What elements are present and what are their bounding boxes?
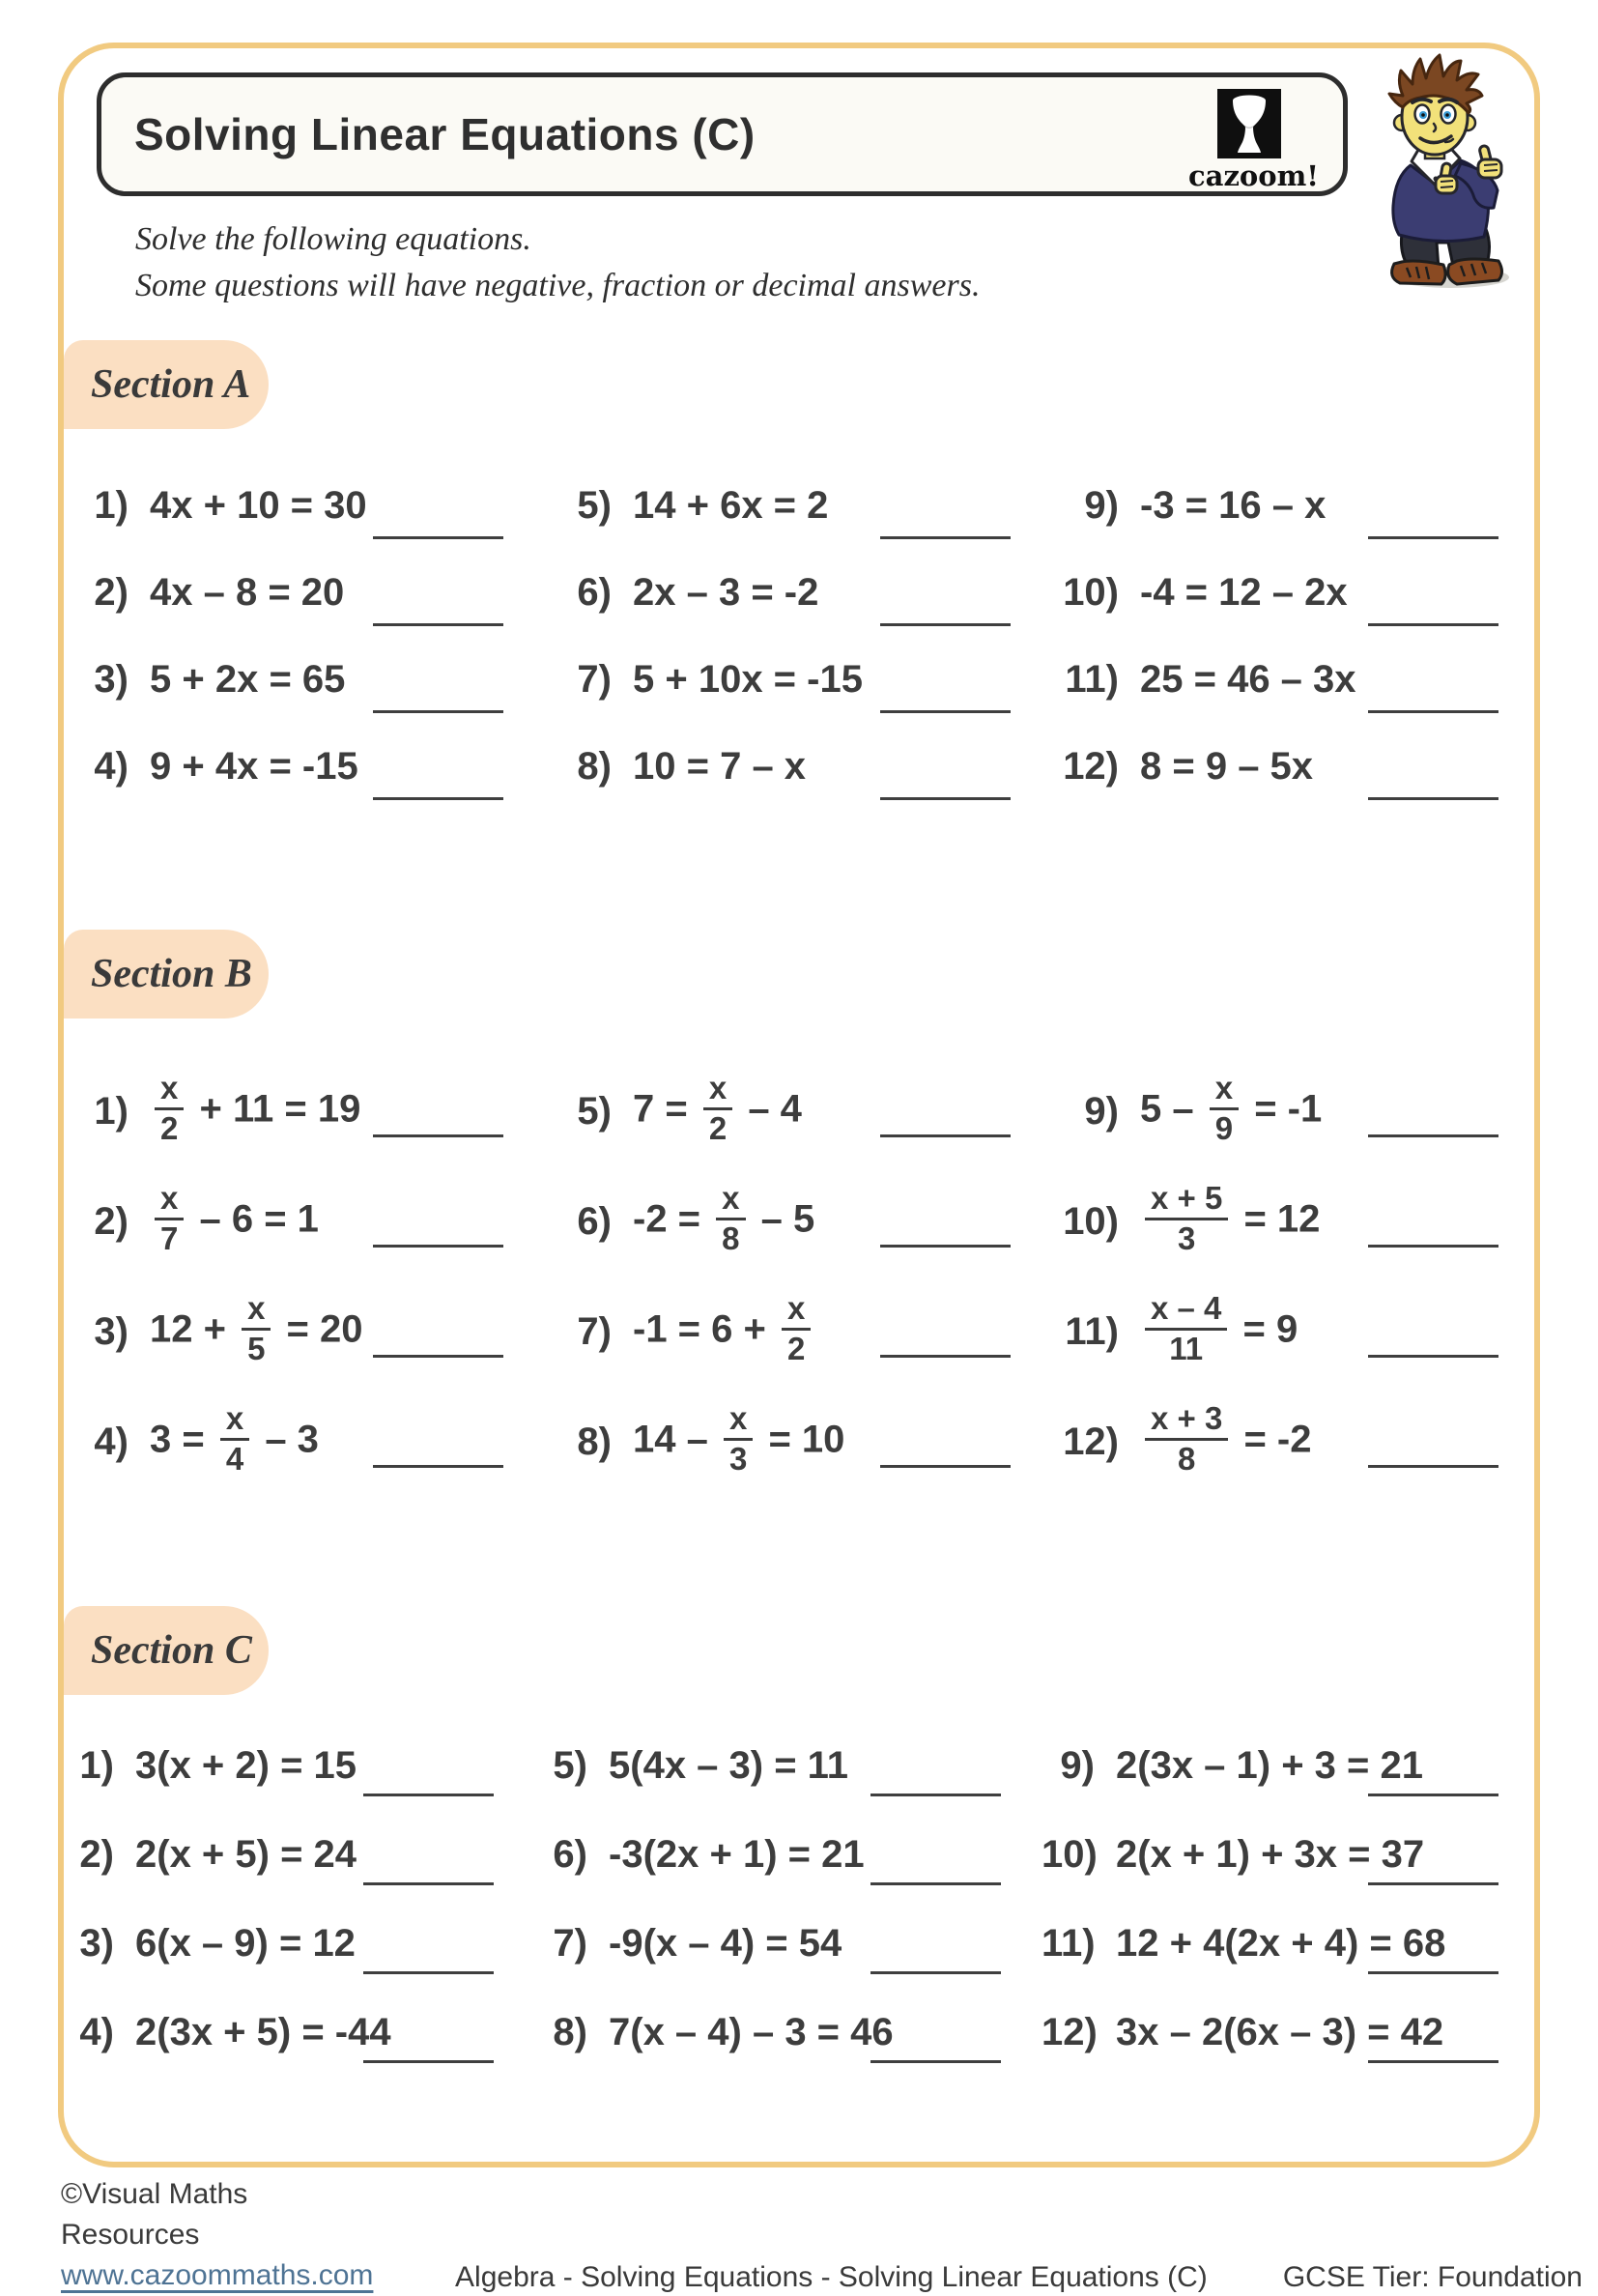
question-number: 1) <box>79 1743 114 1787</box>
question-number: 2) <box>79 1832 114 1876</box>
equation <box>150 745 358 789</box>
question <box>544 1166 1051 1277</box>
question-number: 7) <box>577 1309 612 1353</box>
answer-blank <box>373 1245 503 1248</box>
equation-text: 2(3x – 1) + 3 = 21 <box>1116 1743 1424 1787</box>
question-number: 12) <box>1063 744 1119 788</box>
answer-blank <box>363 1882 494 1885</box>
answer-blank <box>880 710 1011 713</box>
question <box>1051 636 1539 723</box>
question <box>61 636 544 723</box>
answer-blank <box>880 797 1011 800</box>
equation <box>150 1400 319 1478</box>
equation-text: 7(x – 4) – 3 = 46 <box>609 2010 894 2053</box>
fraction <box>1210 1072 1239 1145</box>
question <box>1042 1810 1539 1899</box>
equation <box>609 1922 842 1966</box>
question-number: 12) <box>1042 2010 1098 2053</box>
equation <box>1140 745 1313 789</box>
fraction-numerator: x <box>160 1070 179 1106</box>
fraction <box>1145 1292 1227 1365</box>
fraction-numerator: x <box>1214 1070 1234 1106</box>
fraction-numerator: x – 4 <box>1151 1290 1222 1327</box>
section-a-label: Section A <box>64 340 269 429</box>
website-link[interactable]: www.cazoommaths.com <box>61 2259 374 2291</box>
equation <box>1140 1180 1321 1258</box>
answer-blank <box>363 1971 494 1974</box>
equation-text: 2(x + 5) = 24 <box>135 1832 357 1876</box>
question <box>1051 462 1539 549</box>
answer-blank <box>870 1971 1001 1974</box>
question-number: 8) <box>577 1420 612 1463</box>
fraction-denominator: 3 <box>724 1438 753 1476</box>
equation-text: 3(x + 2) = 15 <box>135 1743 357 1787</box>
equation-text: 12 + 4(2x + 4) = 68 <box>1116 1921 1446 1965</box>
question-number: 11) <box>1065 657 1119 701</box>
fraction-denominator: 2 <box>155 1107 184 1145</box>
equation-text: 3x – 2(6x – 3) = 42 <box>1116 2010 1444 2053</box>
equation <box>1116 1833 1424 1877</box>
question-number: 5) <box>553 1743 587 1787</box>
equation-text: = 10 <box>757 1418 845 1461</box>
answer-blank <box>1368 623 1498 626</box>
equation-text: 25 = 46 – 3x <box>1140 657 1356 701</box>
question <box>1051 1166 1539 1277</box>
question-number: 11) <box>1042 1921 1096 1965</box>
fraction-numerator: x <box>225 1400 244 1437</box>
answer-blank <box>880 1465 1011 1468</box>
answer-blank <box>363 1794 494 1796</box>
section-b-questions <box>61 1056 1539 1497</box>
question <box>544 549 1051 636</box>
title-bar <box>97 72 1348 196</box>
answer-blank <box>870 1794 1001 1796</box>
equation-text: 8 = 9 – 5x <box>1140 744 1314 788</box>
answer-blank <box>880 623 1011 626</box>
equation-text: 14 + 6x = 2 <box>633 483 829 527</box>
equation-text: + 11 = 19 <box>188 1087 361 1131</box>
fraction-denominator: 3 <box>1145 1218 1228 1255</box>
answer-blank <box>870 2060 1001 2063</box>
question-number: 10) <box>1042 1832 1098 1876</box>
equation <box>633 571 818 615</box>
equation <box>150 1070 361 1148</box>
question-number: 2) <box>94 1199 128 1243</box>
fraction-denominator: 2 <box>703 1107 732 1145</box>
equation-text: -2 = <box>633 1197 712 1241</box>
question <box>1042 1899 1539 1988</box>
question-number: 1) <box>94 1089 128 1133</box>
equation <box>1116 2011 1443 2054</box>
equation <box>135 1744 357 1788</box>
fraction-numerator: x <box>708 1070 728 1106</box>
equation-text: 6(x – 9) = 12 <box>135 1921 356 1965</box>
equation-text: -1 = 6 + <box>633 1307 777 1351</box>
equation-text: 5(4x – 3) = 11 <box>609 1743 848 1787</box>
answer-blank <box>363 2060 494 2063</box>
question-number: 8) <box>553 2010 587 2053</box>
question-number: 2) <box>94 570 128 614</box>
question <box>61 723 544 810</box>
equation <box>150 484 367 528</box>
equation-text: 7 = <box>633 1087 699 1131</box>
equation-text: = -2 <box>1233 1418 1312 1461</box>
question-number: 7) <box>553 1921 587 1965</box>
equation-text: 4x + 10 = 30 <box>150 483 367 527</box>
fraction-numerator: x <box>247 1290 266 1327</box>
answer-blank <box>373 710 503 713</box>
goblet-drum-icon <box>1217 89 1281 158</box>
answer-blank <box>1368 1882 1498 1885</box>
question-number: 10) <box>1063 570 1119 614</box>
equation-text: 2(3x + 5) = -44 <box>135 2010 391 2053</box>
equation-text: 3 = <box>150 1418 215 1461</box>
equation <box>1140 1070 1323 1148</box>
question <box>534 1988 1042 2077</box>
equation <box>135 2011 391 2054</box>
equation-text: -9(x – 4) = 54 <box>609 1921 842 1965</box>
question <box>544 462 1051 549</box>
instruction-line-2: Some questions will have negative, fraction or decimal answers. <box>135 268 981 303</box>
question <box>61 1899 534 1988</box>
question-number: 9) <box>1084 483 1119 527</box>
question <box>1051 1277 1539 1387</box>
equation <box>1116 1922 1445 1966</box>
question <box>544 1056 1051 1166</box>
question <box>1051 1387 1539 1497</box>
equation-text: -3 = 16 – x <box>1140 483 1327 527</box>
fraction <box>703 1072 732 1145</box>
equation <box>150 658 345 702</box>
fraction-denominator: 9 <box>1210 1107 1239 1145</box>
answer-blank <box>1368 536 1498 539</box>
equation <box>1140 658 1356 702</box>
question <box>544 636 1051 723</box>
fraction-numerator: x + 3 <box>1151 1400 1223 1437</box>
answer-blank <box>1368 1355 1498 1358</box>
question <box>61 1166 544 1277</box>
equation-text: 5 – <box>1140 1087 1205 1131</box>
equation-text: – 5 <box>750 1197 815 1241</box>
equation <box>609 1744 848 1788</box>
equation-text: – 6 = 1 <box>188 1197 319 1241</box>
fraction <box>716 1182 745 1255</box>
answer-blank <box>373 797 503 800</box>
footer <box>61 2174 1583 2296</box>
fraction <box>1145 1402 1228 1476</box>
equation <box>633 745 806 789</box>
fraction-denominator: 5 <box>242 1328 271 1365</box>
question-number: 8) <box>577 744 612 788</box>
answer-blank <box>880 1245 1011 1248</box>
question <box>61 1056 544 1166</box>
question <box>534 1810 1042 1899</box>
question <box>61 1387 544 1497</box>
copyright-text: ©Visual Maths Resources <box>61 2178 248 2251</box>
question-number: 5) <box>577 483 612 527</box>
question <box>1042 1988 1539 2077</box>
answer-blank <box>1368 1245 1498 1248</box>
fraction <box>220 1402 249 1476</box>
instruction-line-1: Solve the following equations. <box>135 221 531 257</box>
equation <box>150 1290 363 1368</box>
question-number: 7) <box>577 657 612 701</box>
question-number: 3) <box>79 1921 114 1965</box>
equation-text: = 12 <box>1233 1197 1321 1241</box>
answer-blank <box>1368 1971 1498 1974</box>
equation-text: – 4 <box>737 1087 802 1131</box>
answer-blank <box>1368 1465 1498 1468</box>
fraction-denominator: 8 <box>716 1218 745 1255</box>
equation-text: 12 + <box>150 1307 238 1351</box>
question <box>61 462 544 549</box>
question-number: 10) <box>1063 1199 1119 1243</box>
fraction <box>242 1292 271 1365</box>
fraction-numerator: x <box>786 1290 806 1327</box>
equation <box>1140 1400 1312 1478</box>
equation-text: 5 + 10x = -15 <box>633 657 863 701</box>
section-c-label: Section C <box>64 1606 269 1695</box>
fraction <box>782 1292 811 1365</box>
question-number: 6) <box>577 1199 612 1243</box>
question <box>1051 1056 1539 1166</box>
fraction-numerator: x <box>728 1400 748 1437</box>
answer-blank <box>373 1355 503 1358</box>
answer-blank <box>373 623 503 626</box>
footer-breadcrumb: Algebra - Solving Equations - Solving Linear Equations (C) <box>455 2261 1208 2293</box>
answer-blank <box>1368 710 1498 713</box>
page-title: Solving Linear Equations (C) <box>134 109 756 159</box>
question <box>1051 723 1539 810</box>
section-a-questions <box>61 462 1539 810</box>
equation-text: 10 = 7 – x <box>633 744 807 788</box>
answer-blank <box>1368 1794 1498 1796</box>
fraction-denominator: 11 <box>1145 1328 1227 1365</box>
question-number: 11) <box>1065 1309 1119 1353</box>
footer-left <box>61 2174 380 2296</box>
question-number: 3) <box>94 657 128 701</box>
question-number: 4) <box>94 1420 128 1463</box>
equation <box>150 1180 319 1258</box>
equation <box>609 1833 865 1877</box>
fraction <box>1145 1182 1228 1255</box>
equation <box>1140 484 1326 528</box>
equation-text: -4 = 12 – 2x <box>1140 570 1348 614</box>
answer-blank <box>373 536 503 539</box>
answer-blank <box>1368 797 1498 800</box>
answer-blank <box>880 536 1011 539</box>
fraction <box>155 1182 184 1255</box>
question <box>534 1721 1042 1810</box>
equation-text: 4x – 8 = 20 <box>150 570 345 614</box>
equation <box>633 1290 815 1368</box>
equation-text: = 20 <box>275 1307 363 1351</box>
question-number: 9) <box>1084 1089 1119 1133</box>
equation-text: = 9 <box>1232 1307 1298 1351</box>
question-number: 1) <box>94 483 128 527</box>
equation <box>633 658 863 702</box>
question <box>544 723 1051 810</box>
cazoom-logo-text: cazoom! <box>1188 159 1320 192</box>
equation <box>633 484 828 528</box>
question <box>1051 549 1539 636</box>
equation <box>1140 1290 1298 1368</box>
fraction-numerator: x + 5 <box>1151 1180 1223 1217</box>
answer-blank <box>1368 2060 1498 2063</box>
equation-text: 9 + 4x = -15 <box>150 744 358 788</box>
question <box>1042 1721 1539 1810</box>
question <box>61 1810 534 1899</box>
answer-blank <box>1368 1134 1498 1137</box>
equation <box>609 2011 894 2054</box>
instructions <box>135 216 980 309</box>
question <box>534 1899 1042 1988</box>
mascot-schoolboy-thumbs-up-icon <box>1353 53 1594 343</box>
section-b-label: Section B <box>64 930 269 1019</box>
question <box>61 1721 534 1810</box>
cazoom-logo <box>1188 89 1320 192</box>
answer-blank <box>880 1134 1011 1137</box>
question-number: 5) <box>577 1089 612 1133</box>
equation <box>135 1922 356 1966</box>
answer-blank <box>870 1882 1001 1885</box>
equation <box>633 1070 802 1148</box>
question-number: 4) <box>79 2010 114 2053</box>
answer-blank <box>373 1465 503 1468</box>
equation <box>1140 571 1348 615</box>
fraction-denominator: 8 <box>1145 1438 1228 1476</box>
question <box>61 1988 534 2077</box>
equation-text: = -1 <box>1243 1087 1323 1131</box>
question-number: 6) <box>577 570 612 614</box>
fraction-denominator: 2 <box>782 1328 811 1365</box>
question-number: 12) <box>1063 1420 1119 1463</box>
question <box>544 1277 1051 1387</box>
question-number: 6) <box>553 1832 587 1876</box>
equation-text: 2(x + 1) + 3x = 37 <box>1116 1832 1425 1876</box>
equation <box>633 1400 845 1478</box>
question <box>61 549 544 636</box>
fraction-numerator: x <box>722 1180 740 1217</box>
answer-blank <box>880 1355 1011 1358</box>
question-number: 4) <box>94 744 128 788</box>
answer-blank <box>373 1134 503 1137</box>
equation <box>1116 1744 1423 1788</box>
equation <box>633 1180 815 1258</box>
question <box>61 1277 544 1387</box>
question <box>544 1387 1051 1497</box>
footer-tier-label: GCSE Tier: Foundation <box>1282 2261 1583 2293</box>
fraction-denominator: 7 <box>155 1218 184 1255</box>
equation-text: 5 + 2x = 65 <box>150 657 346 701</box>
question-number: 3) <box>94 1309 128 1353</box>
fraction <box>724 1402 753 1476</box>
fraction-numerator: x <box>160 1180 179 1217</box>
fraction <box>155 1072 184 1145</box>
equation-text: 2x – 3 = -2 <box>633 570 819 614</box>
fraction-denominator: 4 <box>220 1438 249 1476</box>
equation-text: -3(2x + 1) = 21 <box>609 1832 865 1876</box>
section-c-questions <box>61 1721 1539 2077</box>
equation-text: 14 – <box>633 1418 719 1461</box>
question-number: 9) <box>1060 1743 1095 1787</box>
equation <box>135 1833 357 1877</box>
equation-text: – 3 <box>254 1418 319 1461</box>
equation <box>150 571 344 615</box>
